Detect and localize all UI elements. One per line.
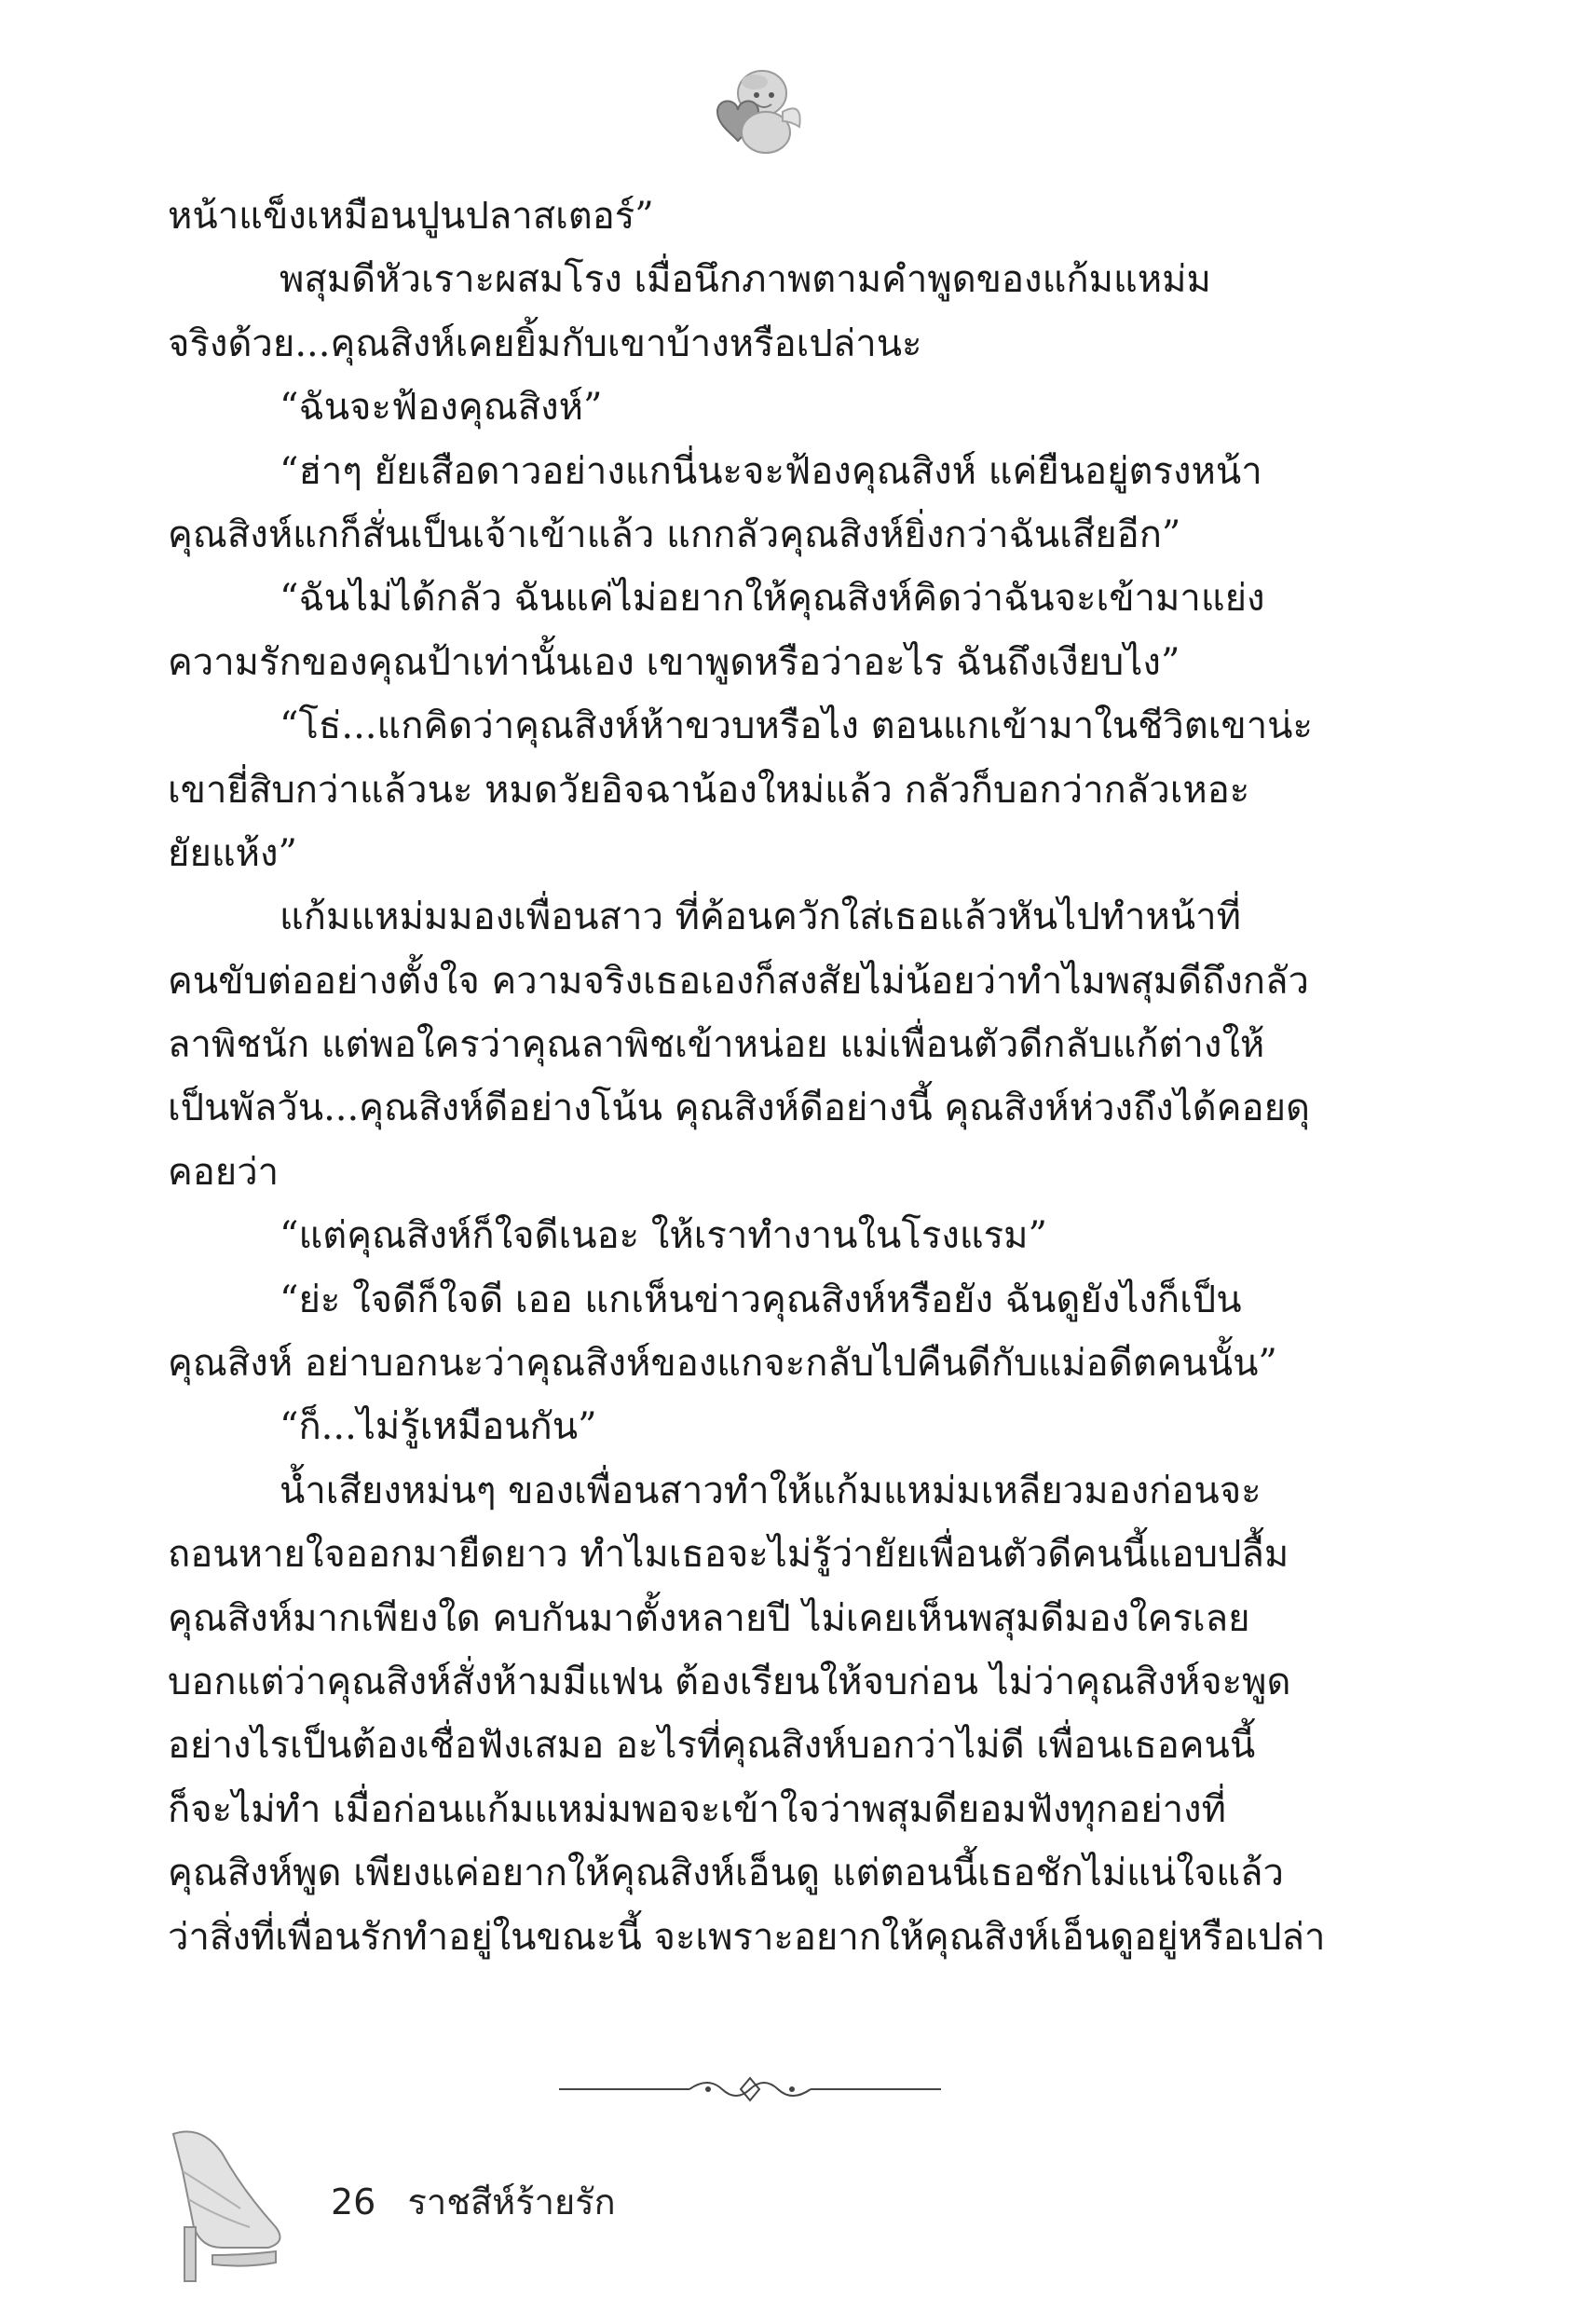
text-line: น้ำเสียงหม่นๆ ของเพื่อนสาวทำให้แก้มแหม่มเหลียวมองก่อนจะ xyxy=(280,1469,1262,1512)
text-line: คุณสิงห์พูด เพียงแค่อยากให้คุณสิงห์เอ็นดู แต่ตอนนี้เธอชักไม่แน่ใจแล้ว xyxy=(168,1852,1284,1895)
high-heel-shoe-icon xyxy=(157,2115,296,2292)
text-line: คอยว่า xyxy=(168,1150,280,1194)
text-line: หน้าแข็งเหมือนปูนปลาสเตอร์” xyxy=(168,195,654,238)
text-line: “ก็...ไม่รู้เหมือนกัน” xyxy=(280,1405,597,1449)
text-line: ว่าสิ่งที่เพื่อนรักทำอยู่ในขณะนี้ จะเพราะอยากให้คุณสิงห์เอ็นดูอยู่หรือเปล่า xyxy=(168,1915,1326,1959)
text-line: “แต่คุณสิงห์ก็ใจดีเนอะ ให้เราทำงานในโรงแรม” xyxy=(280,1214,1047,1258)
text-line: “ฮ่าๆ ยัยเสือดาวอย่างแกนี่นะจะฟ้องคุณสิงห์ แค่ยืนอยู่ตรงหน้า xyxy=(280,449,1262,493)
text-line: ถอนหายใจออกมายืดยาว ทำไมเธอจะไม่รู้ว่ายัยเพื่อนตัวดีคนนี้แอบปลื้ม xyxy=(168,1533,1289,1577)
text-line: คุณสิงห์มากเพียงใด คบกันมาตั้งหลายปี ไม่เคยเห็นพสุมดีมองใครเลย xyxy=(168,1596,1250,1640)
cupid-heart-icon xyxy=(689,56,811,168)
text-line: คนขับต่ออย่างตั้งใจ ความจริงเธอเองก็สงสัยไม่น้อยว่าทำไมพสุมดีถึงกลัว xyxy=(168,959,1309,1003)
page-number: 26 xyxy=(331,2181,376,2222)
text-line: บอกแต่ว่าคุณสิงห์สั่งห้ามมีแฟน ต้องเรียนให้จบก่อน ไม่ว่าคุณสิงห์จะพูด xyxy=(168,1660,1291,1703)
book-title: ราชสีห์ร้ายรัก xyxy=(407,2181,616,2222)
text-line: “ย่ะ ใจดีก็ใจดี เออ แกเห็นข่าวคุณสิงห์หรือยัง ฉันดูยังไงก็เป็น xyxy=(280,1278,1242,1321)
text-line: “ฉันจะฟ้องคุณสิงห์” xyxy=(280,386,603,430)
scroll-ornament xyxy=(559,2069,941,2110)
text-line: อย่างไรเป็นต้องเชื่อฟังเสมอ อะไรที่คุณสิงห์บอกว่าไม่ดี เพื่อนเธอคนนี้ xyxy=(168,1724,1256,1768)
text-line: เขายี่สิบกว่าแล้วนะ หมดวัยอิจฉาน้องใหม่แล้ว กลัวก็บอกว่ากลัวเหอะ xyxy=(168,768,1250,812)
page-footer xyxy=(331,2173,636,2230)
text-line: แก้มแหม่มมองเพื่อนสาว ที่ค้อนควักใส่เธอแล้วหันไปทำหน้าที่ xyxy=(280,896,1241,939)
text-line: ก็จะไม่ทำ เมื่อก่อนแก้มแหม่มพอจะเข้าใจว่าพสุมดียอมฟังทุกอย่างที่ xyxy=(168,1787,1226,1831)
text-line: คุณสิงห์ อย่าบอกนะว่าคุณสิงห์ของแกจะกลับไปคืนดีกับแม่อดีตคนนั้น” xyxy=(168,1342,1277,1386)
story-text xyxy=(168,185,1342,1969)
text-line: “ฉันไม่ได้กลัว ฉันแค่ไม่อยากให้คุณสิงห์คิดว่าฉันจะเข้ามาแย่ง xyxy=(280,577,1265,621)
text-line: “โธ่...แกคิดว่าคุณสิงห์ห้าขวบหรือไง ตอนแกเข้ามาในชีวิตเขาน่ะ xyxy=(280,704,1314,748)
text-line: ลาพิชนัก แต่พอใครว่าคุณลาพิชเข้าหน่อย แม่เพื่อนตัวดีกลับแก้ต่างให้ xyxy=(168,1023,1265,1067)
text-line: ยัยแห้ง” xyxy=(168,831,298,875)
text-line: พสุมดีหัวเราะผสมโรง เมื่อนึกภาพตามคำพูดของแก้มแหม่ม xyxy=(280,258,1211,302)
text-line: เป็นพัลวัน...คุณสิงห์ดีอย่างโน้น คุณสิงห์ดีอย่างนี้ คุณสิงห์ห่วงถึงได้คอยดุ xyxy=(168,1087,1310,1130)
text-line: ความรักของคุณป้าเท่านั้นเอง เขาพูดหรือว่าอะไร ฉันถึงเงียบไง” xyxy=(168,640,1180,684)
text-line: จริงด้วย...คุณสิงห์เคยยิ้มกับเขาบ้างหรือเปล่านะ xyxy=(168,321,922,365)
text-line: คุณสิงห์แกก็สั่นเป็นเจ้าเข้าแล้ว แกกลัวคุณสิงห์ยิ่งกว่าฉันเสียอีก” xyxy=(168,513,1181,556)
